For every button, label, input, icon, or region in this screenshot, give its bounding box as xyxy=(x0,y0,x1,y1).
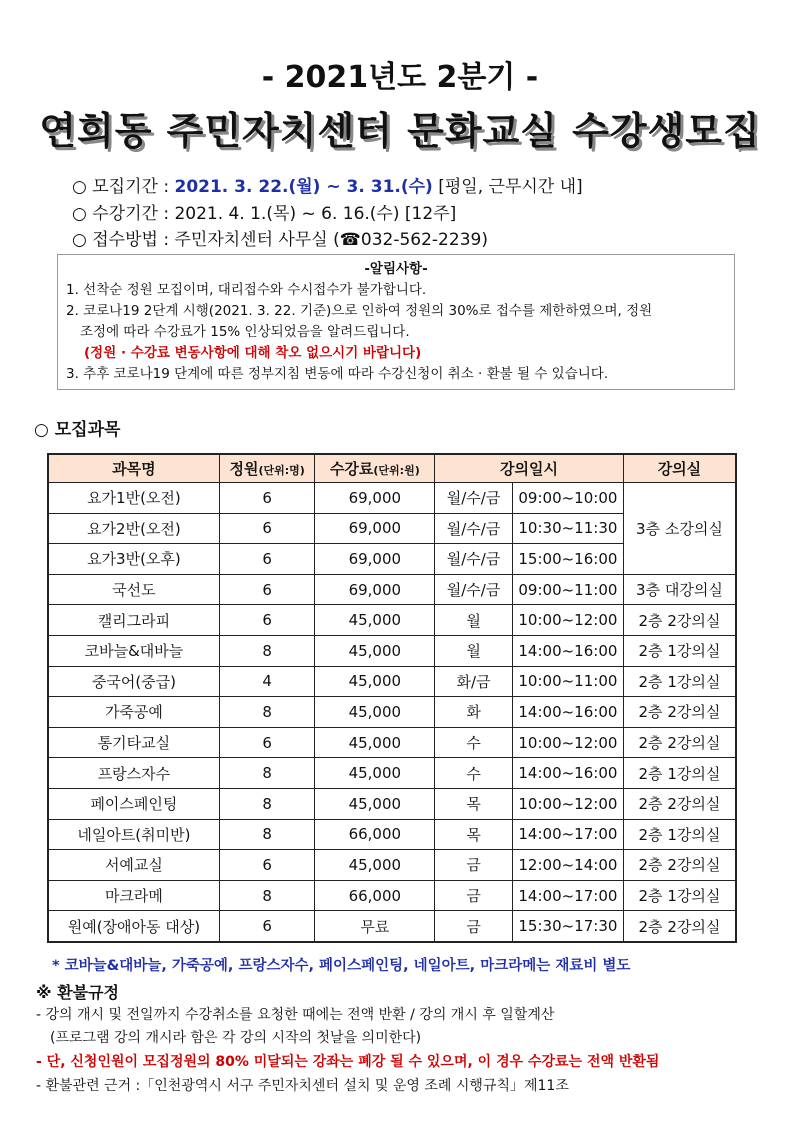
course-period xyxy=(72,203,456,225)
header-room: 강의실 xyxy=(623,454,736,483)
cell-time: 10:00~12:00 xyxy=(512,788,623,819)
cell-fee: 45,000 xyxy=(315,758,435,789)
cell-name: 프랑스자수 xyxy=(48,758,219,789)
cell-room: 2층 2강의실 xyxy=(623,850,736,881)
apply-value: 주민자치센터 사무실 (☎032-562-2239) xyxy=(174,230,488,250)
cell-time: 12:00~14:00 xyxy=(512,850,623,881)
cell-time: 15:30~17:30 xyxy=(512,911,623,942)
header-name: 과목명 xyxy=(48,454,219,483)
table-body xyxy=(48,483,736,942)
cell-capacity: 8 xyxy=(219,819,315,850)
cell-day: 월 xyxy=(435,635,513,666)
recruit-value: 2021. 3. 22.(월) ~ 3. 31.(수) xyxy=(174,177,433,197)
cell-time: 10:00~12:00 xyxy=(512,727,623,758)
cell-day: 금 xyxy=(435,880,513,911)
notice-box xyxy=(57,254,735,390)
cell-name: 중국어(중급) xyxy=(48,666,219,697)
cell-capacity: 6 xyxy=(219,911,315,942)
cell-room: 2층 2강의실 xyxy=(623,605,736,636)
recruit-note: [평일, 근무시간 내] xyxy=(438,177,583,197)
recruit-label: 모집기간 : xyxy=(92,177,170,197)
cell-time: 09:00~10:00 xyxy=(512,483,623,514)
cell-time: 15:00~16:00 xyxy=(512,544,623,575)
cell-room: 2층 2강의실 xyxy=(623,911,736,942)
cell-day: 월/수/금 xyxy=(435,574,513,605)
table-row xyxy=(48,483,736,514)
cell-capacity: 6 xyxy=(219,605,315,636)
cell-capacity: 6 xyxy=(219,513,315,544)
cell-room: 3층 소강의실 xyxy=(623,483,736,575)
table-header-row xyxy=(48,454,736,483)
cell-name: 요가1반(오전) xyxy=(48,483,219,514)
apply-label: 접수방법 : xyxy=(92,230,170,250)
apply-method xyxy=(72,229,488,251)
cell-capacity: 6 xyxy=(219,850,315,881)
notice-item-1: 1. 선착순 정원 모집이며, 대리접수와 수시접수가 불가합니다. xyxy=(66,282,427,298)
cell-fee: 45,000 xyxy=(315,666,435,697)
cell-capacity: 8 xyxy=(219,880,315,911)
cell-fee: 69,000 xyxy=(315,544,435,575)
cell-name: 요가3반(오후) xyxy=(48,544,219,575)
cell-day: 금 xyxy=(435,911,513,942)
cell-fee: 45,000 xyxy=(315,697,435,728)
cell-capacity: 8 xyxy=(219,697,315,728)
table-row xyxy=(48,605,736,636)
cell-capacity: 6 xyxy=(219,574,315,605)
cell-capacity: 8 xyxy=(219,635,315,666)
table-row xyxy=(48,850,736,881)
cell-fee: 45,000 xyxy=(315,788,435,819)
cell-name: 가죽공예 xyxy=(48,697,219,728)
bullet: ○ xyxy=(72,177,87,197)
cell-name: 코바늘&대바늘 xyxy=(48,635,219,666)
cell-day: 월 xyxy=(435,605,513,636)
cell-room: 2층 2강의실 xyxy=(623,727,736,758)
table-row xyxy=(48,574,736,605)
table-row xyxy=(48,880,736,911)
table-row xyxy=(48,788,736,819)
course-table xyxy=(47,453,737,943)
cell-capacity: 8 xyxy=(219,758,315,789)
header-schedule: 강의일시 xyxy=(435,454,624,483)
cell-capacity: 6 xyxy=(219,544,315,575)
table-row xyxy=(48,727,736,758)
cell-fee: 45,000 xyxy=(315,605,435,636)
subtitle: - 2021년도 2분기 - xyxy=(261,60,539,95)
cell-fee: 45,000 xyxy=(315,850,435,881)
cell-day: 월/수/금 xyxy=(435,544,513,575)
table-row xyxy=(48,819,736,850)
refund-line-1: - 강의 개시 및 전일까지 수강취소를 요청한 때에는 전액 반환 / 강의 개시 후 일할계산 xyxy=(36,1007,555,1023)
table-row xyxy=(48,666,736,697)
notice-item-2c: (정원 · 수강료 변동사항에 대해 착오 없으시기 바랍니다) xyxy=(84,345,422,361)
notice-item-2a: 2. 코로나19 2단계 시행(2021. 3. 22. 기준)으로 인하여 정원의 30%로 접수를 제한하였으며, 정원 xyxy=(66,303,653,319)
footnote: * 코바늘&대바늘, 가죽공예, 프랑스자수, 페이스페인팅, 네일아트, 마크라메는 재료비 별도 xyxy=(52,958,631,974)
cell-room: 2층 1강의실 xyxy=(623,880,736,911)
cell-day: 월/수/금 xyxy=(435,513,513,544)
cell-day: 화 xyxy=(435,697,513,728)
cell-time: 09:00~11:00 xyxy=(512,574,623,605)
bullet: ○ xyxy=(72,204,87,224)
cell-fee: 45,000 xyxy=(315,727,435,758)
cell-name: 캘리그라피 xyxy=(48,605,219,636)
cell-room: 2층 2강의실 xyxy=(623,788,736,819)
cell-time: 14:00~16:00 xyxy=(512,697,623,728)
cell-day: 수 xyxy=(435,727,513,758)
cell-time: 14:00~16:00 xyxy=(512,635,623,666)
cell-time: 14:00~17:00 xyxy=(512,880,623,911)
cell-room: 2층 1강의실 xyxy=(623,758,736,789)
table-row xyxy=(48,758,736,789)
cell-day: 화/금 xyxy=(435,666,513,697)
table-row xyxy=(48,635,736,666)
cell-room: 2층 2강의실 xyxy=(623,697,736,728)
refund-line-3: - 단, 신청인원이 모집정원의 80% 미달되는 강좌는 폐강 될 수 있으며, 이 경우 수강료는 전액 반환됨 xyxy=(36,1054,660,1070)
refund-title: ※ 환불규정 xyxy=(36,983,119,1002)
cell-fee: 66,000 xyxy=(315,819,435,850)
cell-capacity: 6 xyxy=(219,727,315,758)
cell-name: 서예교실 xyxy=(48,850,219,881)
cell-fee: 69,000 xyxy=(315,513,435,544)
course-value: 2021. 4. 1.(목) ~ 6. 16.(수) [12주] xyxy=(174,204,457,224)
table-row xyxy=(48,697,736,728)
section-title: ○ 모집과목 xyxy=(34,420,121,440)
cell-room: 2층 1강의실 xyxy=(623,666,736,697)
recruit-period xyxy=(72,176,583,198)
cell-name: 마크라메 xyxy=(48,880,219,911)
cell-room: 2층 1강의실 xyxy=(623,819,736,850)
refund-line-4: - 환불관련 근거 :「인천광역시 서구 주민자치센터 설치 및 운영 조례 시행규칙」제11조 xyxy=(36,1078,569,1094)
cell-fee: 69,000 xyxy=(315,483,435,514)
cell-day: 목 xyxy=(435,819,513,850)
cell-time: 10:00~12:00 xyxy=(512,605,623,636)
cell-fee: 69,000 xyxy=(315,574,435,605)
notice-item-3: 3. 추후 코로나19 단계에 따른 정부지침 변동에 따라 수강신청이 취소 · 환불 될 수 있습니다. xyxy=(66,366,609,382)
refund-line-2: (프로그램 강의 개시라 함은 각 강의 시작의 첫날을 의미한다) xyxy=(50,1030,422,1046)
cell-fee: 45,000 xyxy=(315,635,435,666)
header-fee: 수강료(단위:원) xyxy=(315,454,435,483)
cell-name: 통기타교실 xyxy=(48,727,219,758)
cell-fee: 66,000 xyxy=(315,880,435,911)
course-label: 수강기간 : xyxy=(92,204,170,224)
cell-name: 네일아트(취미반) xyxy=(48,819,219,850)
cell-day: 목 xyxy=(435,788,513,819)
notice-item-2b: 조정에 따라 수강료가 15% 인상되었음을 알려드립니다. xyxy=(80,324,410,340)
cell-time: 10:30~11:30 xyxy=(512,513,623,544)
cell-name: 국선도 xyxy=(48,574,219,605)
cell-room: 2층 1강의실 xyxy=(623,635,736,666)
cell-capacity: 6 xyxy=(219,483,315,514)
cell-day: 금 xyxy=(435,850,513,881)
bullet: ○ xyxy=(72,230,87,250)
cell-capacity: 8 xyxy=(219,788,315,819)
cell-time: 14:00~17:00 xyxy=(512,819,623,850)
header-capacity: 정원(단위:명) xyxy=(219,454,315,483)
cell-capacity: 4 xyxy=(219,666,315,697)
table-row xyxy=(48,911,736,942)
cell-day: 수 xyxy=(435,758,513,789)
page-title: 연희동 주민자치센터 문화교실 수강생모집 xyxy=(39,109,761,153)
cell-fee: 무료 xyxy=(315,911,435,942)
cell-name: 요가2반(오전) xyxy=(48,513,219,544)
cell-room: 3층 대강의실 xyxy=(623,574,736,605)
cell-day: 월/수/금 xyxy=(435,483,513,514)
cell-time: 14:00~16:00 xyxy=(512,758,623,789)
cell-time: 10:00~11:00 xyxy=(512,666,623,697)
notice-heading: -알림사항- xyxy=(364,261,428,277)
cell-name: 페이스페인팅 xyxy=(48,788,219,819)
cell-name: 원예(장애아동 대상) xyxy=(48,911,219,942)
